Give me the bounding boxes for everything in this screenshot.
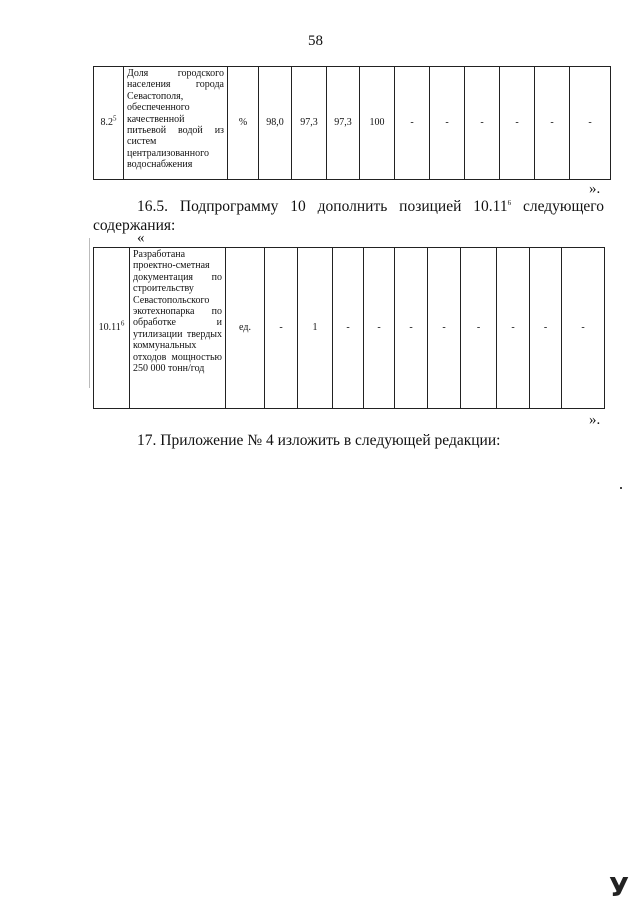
closing-quote: ». [589, 412, 601, 428]
table-row [94, 67, 611, 180]
value-cell: - [395, 67, 430, 180]
paragraph-17: 17. Приложение № 4 изложить в следующей редакции: [137, 432, 501, 449]
margin-line [89, 238, 90, 388]
paragraph-16-5: 16.5. Подпрограмму 10 дополнить позицией 10.11$^6$ следующего содержания: [93, 198, 604, 234]
value-cell: - [430, 67, 465, 180]
indicator-table-10-11 [93, 247, 605, 409]
value-cell: - [562, 248, 605, 409]
closing-quote: ». [589, 181, 601, 197]
value-cell: - [265, 248, 298, 409]
opening-quote: « [137, 230, 145, 246]
row-unit-cell: % [228, 67, 259, 180]
indicator-table-8-2 [93, 66, 611, 180]
row-code-cell: 10.11$^6$ [94, 248, 130, 409]
table-row [94, 248, 605, 409]
value-cell: 98,0 [259, 67, 292, 180]
value-cell: - [428, 248, 461, 409]
value-cell: 1 [298, 248, 333, 409]
value-cell: - [465, 67, 500, 180]
value-cell: - [364, 248, 395, 409]
value-cell: - [570, 67, 611, 180]
value-cell: - [333, 248, 364, 409]
value-cell: 100 [360, 67, 395, 180]
value-cell: - [535, 67, 570, 180]
row-code-cell: $8.2^5$ [94, 67, 124, 180]
value-cell: 97,3 [292, 67, 327, 180]
row-description-cell: Разработана проектно-сметная документация по строительству Севастопольского экотехнопарка по обработке и утилизации твердых коммунальных отходов мощностью 250 000 тонн/год [130, 248, 226, 409]
row-unit-cell: ед. [226, 248, 265, 409]
value-cell: 97,3 [327, 67, 360, 180]
value-cell: - [500, 67, 535, 180]
scan-dot [620, 487, 622, 489]
value-cell: - [497, 248, 530, 409]
row-description-cell: Доля городского населения города Севастополя, обеспеченного качественной питьевой водой из систем централизованного водоснабжения [124, 67, 228, 180]
corner-handwritten-mark: У [608, 873, 629, 903]
value-cell: - [530, 248, 562, 409]
page-number: 58 [308, 33, 323, 49]
value-cell: - [461, 248, 497, 409]
value-cell: - [395, 248, 428, 409]
